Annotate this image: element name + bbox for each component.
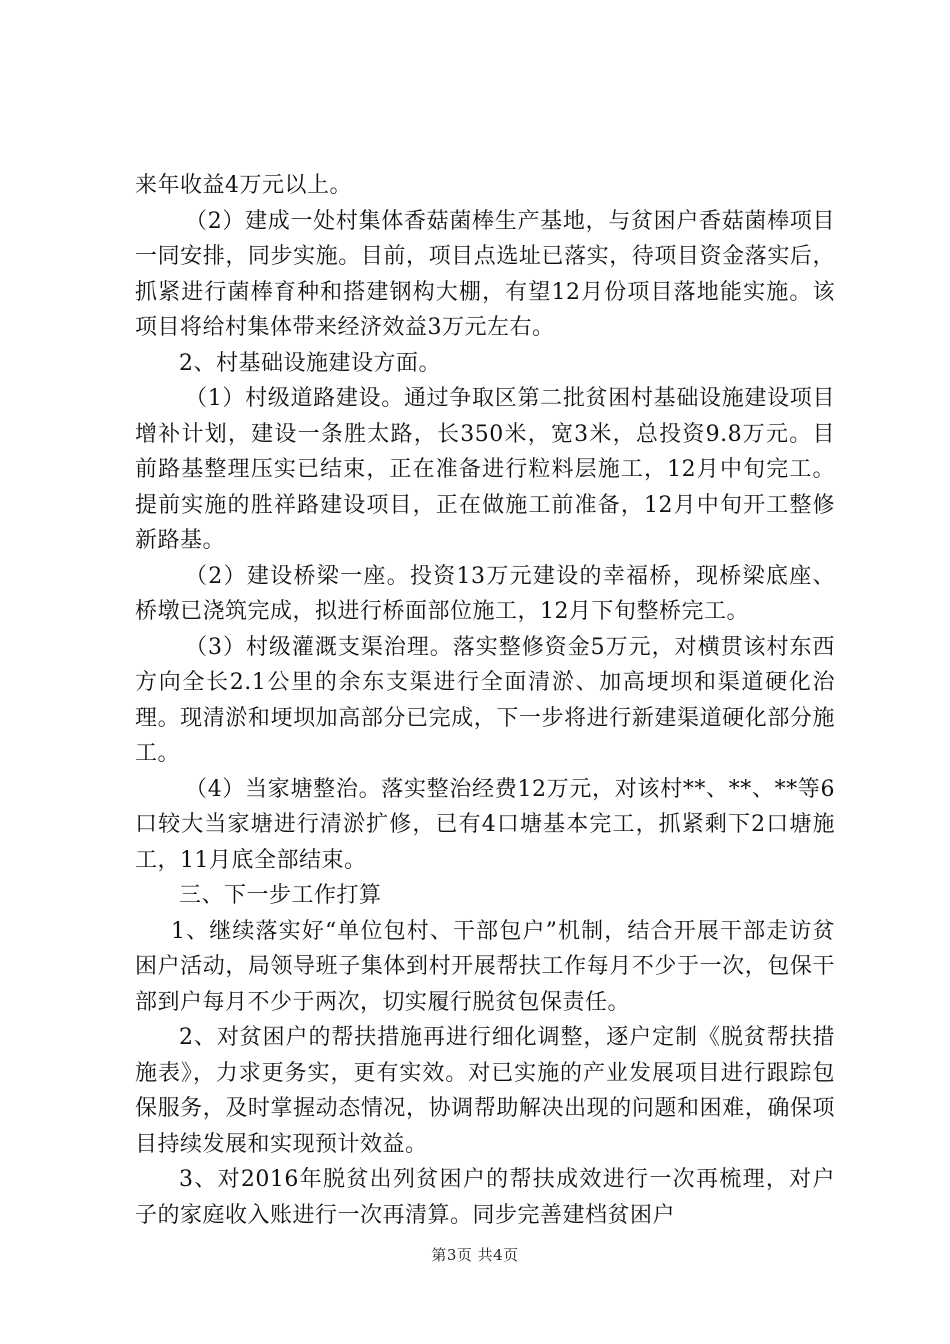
paragraph-5: （2）建设桥梁一座。投资13万元建设的幸福桥，现桥梁底座、桥墩已浇筑完成，拟进行桥面部位施工，12月下旬整桥完工。 bbox=[135, 563, 835, 624]
page-footer: 第3页 共4页 bbox=[431, 1246, 519, 1264]
section-heading: 三、下一步工作打算 bbox=[179, 883, 382, 908]
document-body bbox=[135, 168, 835, 1233]
paragraph-9: 2、对贫困户的帮扶措施再进行细化调整，逐户定制《脱贫帮扶措施表》，力求更务实，更有实效。对已实施的产业发展项目进行跟踪包保服务，及时掌握动态情况，协调帮助解决出现的问题和困难，确保项目持续发展和实现预计效益。 bbox=[135, 1025, 835, 1157]
paragraph-10: 3、对2016年脱贫出列贫困户的帮扶成效进行一次再梳理，对户子的家庭收入账进行一次再清算。同步完善建档贫困户 bbox=[135, 1167, 835, 1228]
paragraph-8: 1、继续落实好“单位包村、干部包户”机制，结合开展干部走访贫困户活动，局领导班子集体到村开展帮扶工作每月不少于一次，包保干部到户每月不少于两次，切实履行脱贫包保责任。 bbox=[135, 918, 835, 1015]
paragraph-4: （1）村级道路建设。通过争取区第二批贫困村基础设施建设项目增补计划，建设一条胜太路，长350米，宽3米，总投资9.8万元。目前路基整理压实已结束，正在准备进行粒料层施工，12月中旬完工。提前实施的胜祥路建设项目，正在做施工前准备，12月中旬开工整修新路基。 bbox=[135, 386, 835, 553]
paragraph-7: （4）当家塘整治。落实整治经费12万元，对该村**、**、**等6口较大当家塘进行清淤扩修，已有4口塘基本完工，抓紧剩下2口塘施工，11月底全部结束。 bbox=[135, 776, 835, 873]
paragraph-6: （3）村级灌溉支渠治理。落实整修资金5万元，对横贯该村东西方向全长2.1公里的余东支渠进行全面清淤、加高埂坝和渠道硬化治理。现清淤和埂坝加高部分已完成，下一步将进行新建渠道硬化部分施工。 bbox=[135, 634, 835, 766]
paragraph-1: 来年收益4万元以上。 bbox=[135, 173, 352, 198]
paragraph-2: （2）建成一处村集体香菇菌棒生产基地，与贫困户香菇菌棒项目一同安排，同步实施。目前，项目点选址已落实，待项目资金落实后，抓紧进行菌棒育种和搭建钢构大棚，有望12月份项目落地能实施。该项目将给村集体带来经济效益3万元左右。 bbox=[135, 208, 835, 340]
paragraph-3: 2、村基础设施建设方面。 bbox=[179, 350, 441, 376]
